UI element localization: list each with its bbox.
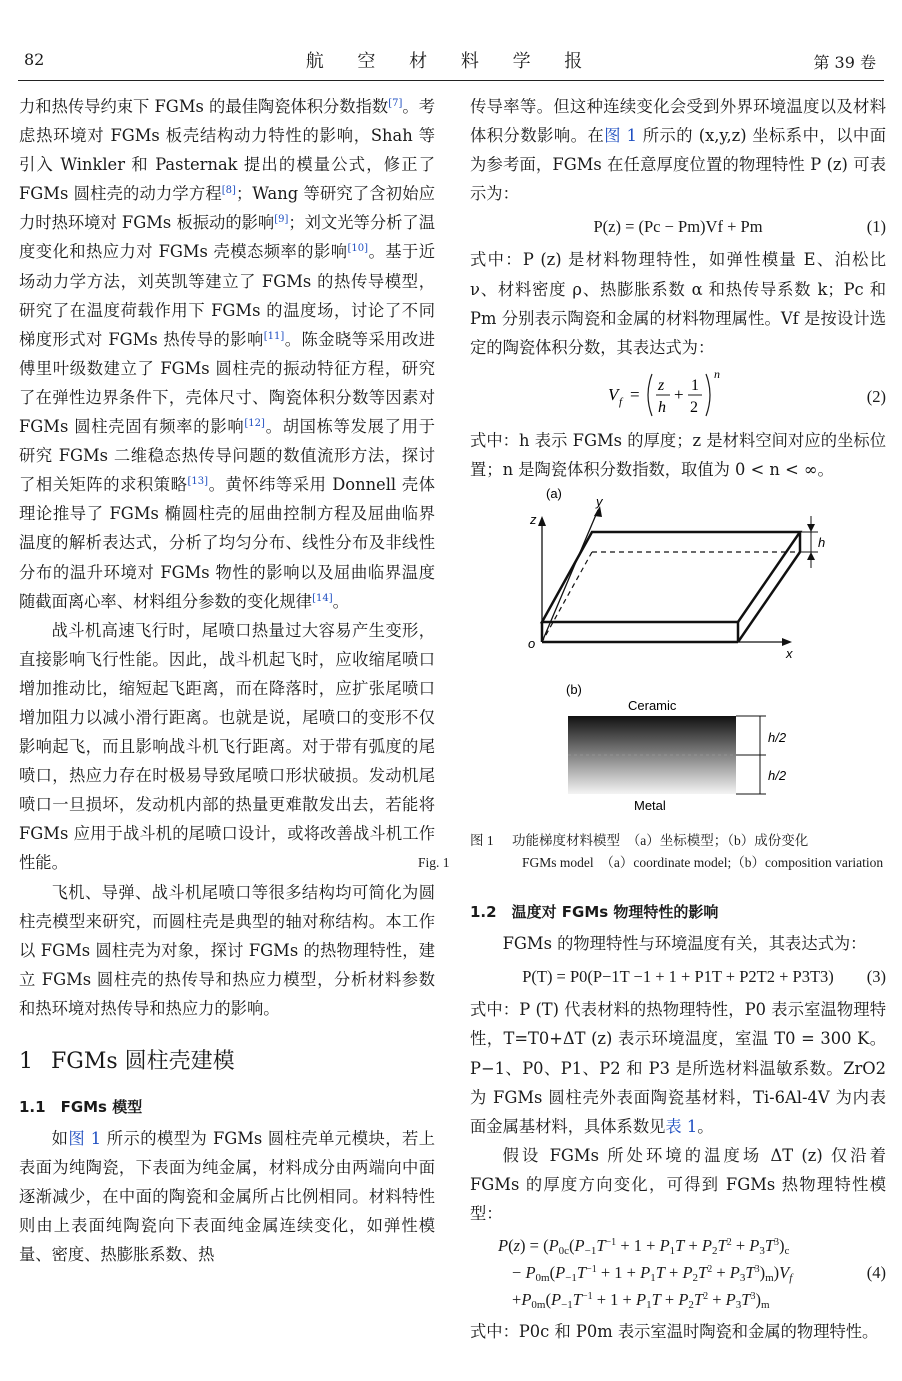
temperature-intro: FGMs 的物理特性与环境温度有关，其表达式为： bbox=[502, 934, 867, 954]
half-thickness-top: h/2 bbox=[768, 730, 787, 746]
eq2-explanation: 式中：h 表示 FGMs 的厚度；z 是材料空间对应的坐标位置；n 是陶瓷体积分数指数，取值为 0 < n < ∞。 bbox=[470, 430, 886, 479]
right-column bbox=[418, 92, 886, 1346]
citation-10[interactable]: [10] bbox=[347, 243, 369, 255]
table-1-link[interactable]: 表 1 bbox=[665, 1116, 698, 1136]
axis-y-label: y bbox=[596, 494, 603, 510]
eq3-explanation: 式中：P (T) 代表材料的热物理特性，P0 表示室温物理特性，T=T0+ΔT (z) 表示环境温度，室温 T0 = 300 K。P−1、P0、P1、P2 和 P3 是所选材料温敏系数。ZrO2 为 FGMs 圆柱壳外表面陶瓷基材料，Ti-6Al-4V 为内表面金属基材料，具体系数见表 1。 bbox=[470, 1000, 886, 1136]
svg-text:z: z bbox=[658, 376, 665, 394]
figure-1 bbox=[470, 484, 886, 824]
scope-paragraph: 飞机、导弹、战斗机尾喷口等很多结构均可简化为圆柱壳模型来研究，而圆柱壳是典型的轴对称结构。本工作以 FGMs 圆柱壳为对象，探讨 FGMs 的热物理特性，建立 FGMs 圆柱壳的热传导和热应力模型，分析材料参数和热环境对热传导和热应力的影响。 bbox=[19, 882, 435, 1018]
citation-14[interactable]: [14] bbox=[312, 592, 333, 604]
axis-x-label: x bbox=[786, 646, 793, 662]
thermal-model-paragraph: 假设 FGMs 所处环境的温度场 ΔT (z) 仅沿着 FGMs 的厚度方向变化，可得到 FGMs 热物理特性模型： bbox=[470, 1145, 886, 1223]
fig-label-b: (b) bbox=[566, 682, 582, 698]
left-column bbox=[19, 92, 435, 1270]
svg-text:f: f bbox=[619, 395, 623, 408]
metal-label: Metal bbox=[634, 798, 666, 814]
citation-8[interactable]: [8] bbox=[221, 185, 236, 197]
axis-z-label: z bbox=[530, 512, 537, 528]
volume-label: 第 39 卷 bbox=[813, 53, 876, 72]
continuation-paragraph: 传导率等。但这种连续变化会受到外界环境温度以及材料体积分数影响。在图 1 所示的 (x,y,z) 坐标系中，以中面为参考面，FGMs 在任意厚度位置的物理特性 P (z) 可表示为： bbox=[470, 97, 886, 204]
figure-caption: 图 1 功能梯度材料模型 （a）坐标模型；（b）成份变化 Fig. 1 FGMs model （a）coordinate model;（b）composition variation bbox=[418, 833, 884, 871]
svg-text:h: h bbox=[658, 398, 666, 416]
citation-11[interactable]: [11] bbox=[263, 330, 285, 342]
origin-label: o bbox=[528, 636, 536, 652]
volume-fraction-formula bbox=[608, 366, 748, 422]
subsection-heading-1-2: 1.2 温度对 FGMs 物理特性的影响 bbox=[470, 903, 719, 922]
journal-title: 航 空 材 料 学 报 bbox=[305, 51, 597, 72]
svg-text:=: = bbox=[630, 384, 640, 404]
figure-1-link[interactable]: 图 1 bbox=[68, 1129, 102, 1149]
svg-text:1: 1 bbox=[691, 376, 699, 394]
section-heading-1: 1 FGMs 圆柱壳建模 bbox=[19, 1049, 235, 1074]
subsection-heading-1-1: 1.1 FGMs 模型 bbox=[19, 1098, 143, 1116]
equation-2: V f = z h + 1 2 n (2) bbox=[470, 366, 886, 422]
ceramic-label: Ceramic bbox=[628, 698, 677, 714]
thickness-label: h bbox=[818, 535, 826, 551]
citation-12[interactable]: [12] bbox=[244, 418, 265, 430]
half-thickness-bottom: h/2 bbox=[768, 768, 787, 784]
svg-text:2: 2 bbox=[690, 398, 698, 416]
figure-1-drawing bbox=[470, 484, 886, 824]
fighter-paragraph: 战斗机高速飞行时，尾喷口热量过大容易产生变形，直接影响飞行性能。因此，战斗机起飞时，应收缩尾喷口增加推动比，缩短起飞距离，而在降落时，应扩张尾喷口增加阻力以减小滑行距离。也就是说，尾喷口的变形不仅影响起飞，而且影响战斗机飞行距离。对于带有弧度的尾喷口，热应力存在时极易导致尾喷口形状破损。发动机尾喷口一旦损坏，发动机内部的热量更难散发出去，若能将 FGMs 应用于战斗机的尾喷口设计，或将改善战斗机工作性能。 bbox=[19, 620, 435, 873]
svg-text:+: + bbox=[674, 384, 684, 404]
page-number: 82 bbox=[24, 50, 45, 69]
citation-7[interactable]: [7] bbox=[388, 98, 403, 109]
svg-text:n: n bbox=[714, 366, 720, 381]
header-rule bbox=[18, 80, 884, 81]
equation-4: $P(z) = (P_{0c}(P_{-1}T^{-1} + 1 + P_1T + P_2T^2 + P_3T^3)_c$ − $P_{0m}(P_{-1}T^{-1} + 1 + P_1T + P_2T^2 + P_3T^3)_m)V_f$ $+P_{0m}(P_{-1}T^{-1} + 1 + P_1T + P_2T^2 + P_3T^3)_m$ (4) bbox=[498, 1236, 886, 1312]
fig-label-a: (a) bbox=[546, 486, 562, 502]
citation-13[interactable]: [13] bbox=[187, 476, 208, 488]
model-paragraph: 如图 1 所示的模型为 FGMs 圆柱壳单元模块，若上表面为纯陶瓷，下表面为纯金属，材料成分由两端向中面逐渐减少，在中面的陶瓷和金属所占比例相同。材料特性则由上表面纯陶瓷向下表面纯金属连续变化，如弹性模量、密度、热膨胀系数、热 bbox=[19, 1129, 435, 1265]
equation-3: P(T) = P0(P−1T −1 + 1 + P1T + P2T2 + P3T3) (3) bbox=[522, 967, 886, 987]
eq1-explanation: 式中：P (z) 是材料物理特性，如弹性模量 E、泊松比 ν、材料密度 ρ、热膨胀系数 α 和热传导系数 k；Pc 和 Pm 分别表示陶瓷和金属的材料物理属性。Vf 是按设计选定的陶瓷体积分数，其表达式为： bbox=[470, 250, 886, 357]
intro-paragraph: 力和热传导约束下 FGMs 的最佳陶瓷体积分数指数[7]。考虑热环境对 FGMs 板壳结构动力特性的影响，Shah 等引入 Winkler 和 Pasternak 提出的模量公式，修正了 FGMs 圆柱壳的动力学方程[8]；Wang 等研究了含初始应力时热环境对 FGMs 板振动的影响[9]；刘文光等分析了温度变化和热应力对 FGMs 壳模态频率的影响[10]。基于近场动力学方法，刘英凯等建立了 FGMs 的热传导模型，研究了在温度荷载作用下 FGMs 的温度场，讨论了不同梯度形式对 FGMs 热传导的影响[11]。陈金晓等采用改进傅里叶级数建立了 FGMs 圆柱壳的振动特征方程，研究了在弹性边界条件下，壳体尺寸、陶瓷体积分数等因素对 FGMs 圆柱壳固有频率的影响[12]。胡国栋等发展了用于研究 FGMs 二维稳态热传导问题的数值流形方法，探讨了相关矩阵的求积策略[13]。黄怀纬等采用 Donnell 壳体理论推导了 FGMs 椭圆柱壳的屈曲控制方程及屈曲临界温度的解析表达式，分析了均匀分布、线性分布及非线性分布的温升环境对 FGMs 物性的影响以及屈曲临界温度随截面离心率、材料组分参数的变化规律[14]。 bbox=[19, 97, 435, 611]
eq4-explanation: 式中：P0c 和 P0m 表示室温时陶瓷和金属的物理特性。 bbox=[470, 1322, 879, 1342]
figure-1-link-2[interactable]: 图 1 bbox=[604, 126, 638, 146]
svg-text:V: V bbox=[608, 384, 619, 404]
equation-1: P(z) = (Pc − Pm)Vf + Pm (1) bbox=[593, 217, 886, 237]
citation-9[interactable]: [9] bbox=[274, 214, 289, 226]
